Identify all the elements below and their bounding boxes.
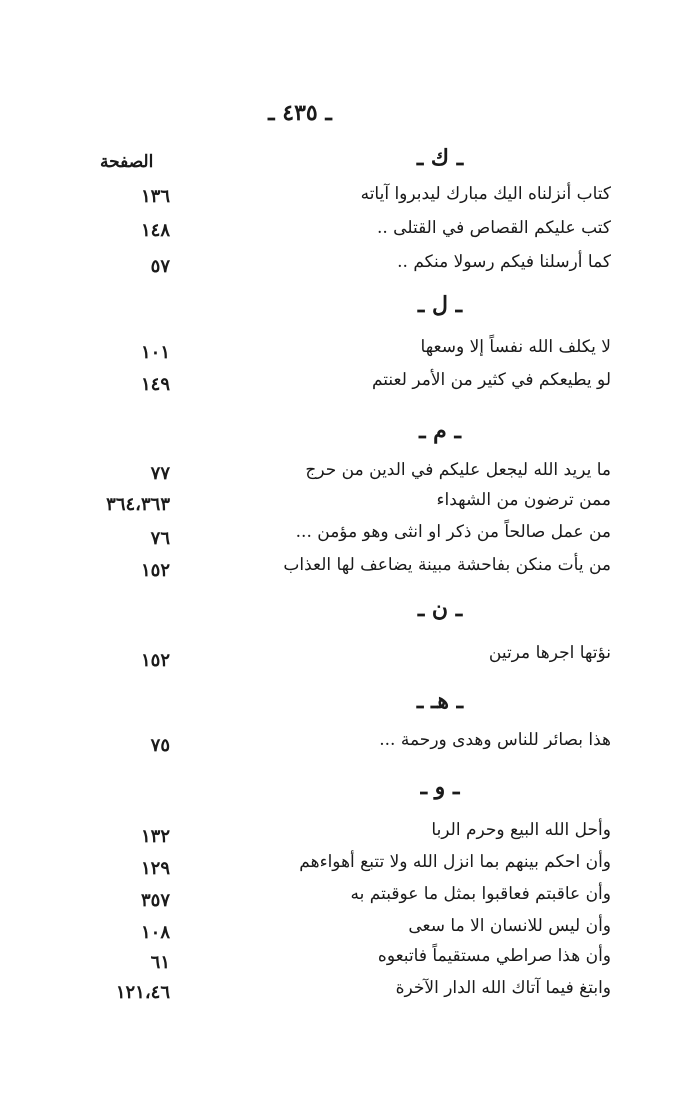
- index-entry: لو يطيعكم في كثير من الأمر لعنتم: [371, 370, 611, 390]
- section-heading: ـ و ـ: [420, 774, 460, 800]
- index-entry: كما أرسلنا فيكم رسولا منكم ..: [397, 252, 611, 272]
- index-page-ref: ١٤٩: [140, 374, 170, 395]
- index-entry: كتاب أنزلناه اليك مبارك ليدبروا آياته: [360, 184, 611, 204]
- index-page-ref: ٧٥: [150, 735, 170, 756]
- index-page-ref: ١٢٩: [140, 858, 170, 879]
- index-page-ref: ١٥٢: [140, 650, 170, 671]
- index-entry: ما يريد الله ليجعل عليكم في الدين من حرج: [305, 460, 611, 480]
- index-entry: لا يكلف الله نفساً إلا وسعها: [420, 337, 611, 357]
- page-number: ـ ٤٣٥ ـ: [268, 100, 332, 126]
- index-entry: وابتغ فيما آتاك الله الدار الآخرة: [395, 978, 611, 998]
- index-entry: نؤتها اجرها مرتين: [488, 643, 611, 663]
- index-entry: وأن عاقبتم فعاقبوا بمثل ما عوقبتم به: [350, 884, 611, 904]
- index-page-ref: ١٥٢: [140, 560, 170, 581]
- index-entry: وأن هذا صراطي مستقيماً فاتبعوه: [377, 946, 611, 966]
- column-header-page: الصفحة: [100, 152, 154, 172]
- index-entry: من عمل صالحاً من ذكر او انثى وهو مؤمن ...: [295, 522, 611, 542]
- index-page-ref: ٣٥٧: [140, 890, 170, 911]
- section-heading: ـ ل ـ: [417, 292, 463, 318]
- index-page-ref: ٦١: [150, 952, 170, 973]
- index-page-ref: ٧٦: [150, 528, 170, 549]
- index-entry: هذا بصائر للناس وهدى ورحمة ...: [379, 730, 611, 750]
- index-entry: كتب عليكم القصاص في القتلى ..: [376, 218, 611, 238]
- index-entry: من يأت منكن بفاحشة مبينة يضاعف لها العذاب: [283, 555, 611, 575]
- index-entry: وأن احكم بينهم بما انزل الله ولا تتبع أهواءهم: [299, 852, 611, 872]
- section-heading: ـ ن ـ: [417, 596, 463, 622]
- index-page-ref: ١٢١،٤٦: [115, 982, 170, 1003]
- index-page-ref: ٥٧: [150, 256, 170, 277]
- index-page-ref: ٧٧: [150, 463, 170, 484]
- index-page-ref: ١٠١: [140, 342, 170, 363]
- section-heading: ـ هـ ـ: [416, 688, 464, 714]
- index-page-ref: ٣٦٤،٣٦٣: [106, 494, 170, 515]
- index-page-ref: ١٤٨: [140, 220, 170, 241]
- section-heading: ـ ك ـ: [416, 145, 464, 171]
- section-heading: ـ م ـ: [419, 418, 461, 444]
- index-page-ref: ١٠٨: [140, 922, 170, 943]
- index-page-ref: ١٣٢: [140, 826, 170, 847]
- index-entry: وأن ليس للانسان الا ما سعى: [408, 916, 611, 936]
- index-entry: ممن ترضون من الشهداء: [436, 490, 611, 510]
- index-entry: وأحل الله البيع وحرم الربا: [431, 820, 611, 840]
- index-page-ref: ١٣٦: [140, 186, 170, 207]
